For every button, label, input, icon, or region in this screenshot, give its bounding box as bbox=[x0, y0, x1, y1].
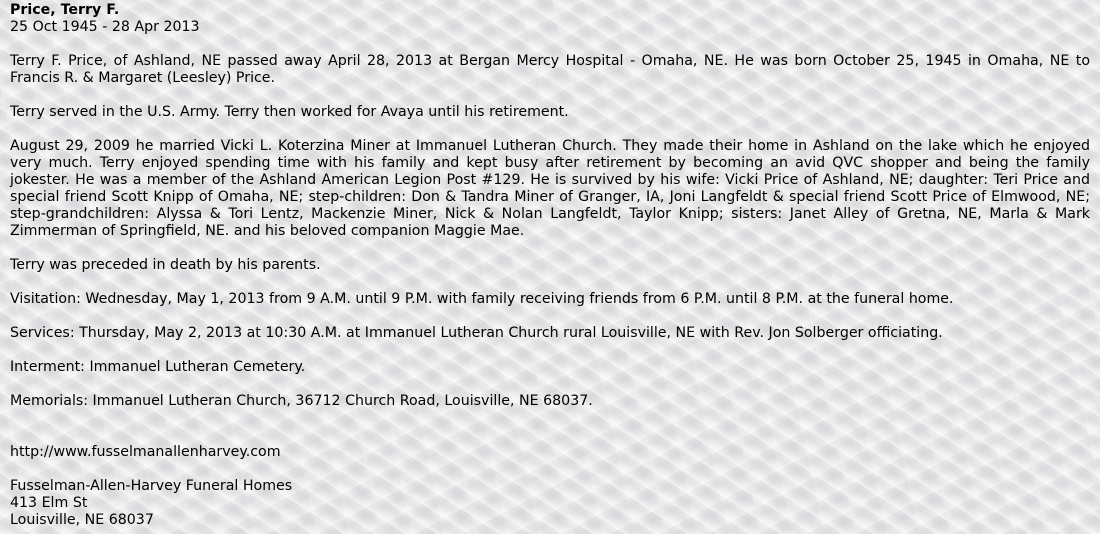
paragraph-death-birth: Terry F. Price, of Ashland, NE passed away April 28, 2013 at Bergan Mercy Hospital - Omaha, NE. He was born October 25, 1945 in Omaha, NE to Francis R. & Margaret (Leesley) Price. bbox=[10, 53, 1090, 86]
paragraph-memorials: Memorials: Immanuel Lutheran Church, 36712 Church Road, Louisville, NE 68037. bbox=[10, 393, 593, 409]
paragraph-marriage-survivors: August 29, 2009 he married Vicki L. Koterzina Miner at Immanuel Lutheran Church. They made their home in Ashland on the lake which he enjoyed very much. Terry enjoyed spending time with his family and kept busy after retirement by becoming an avid QVC shopper and being the family jokester. He was a member of the Ashland American Legion Post #129. He is survived by his wife: Vicki Price of Ashland, NE; daughter: Teri Price and special friend Scott Knipp of Omaha, NE; step-children: Don & Tandra Miner of Granger, IA, Joni Langfeldt & special friend Scott Price of Elmwood, NE; step-grandchildren: Alyssa & Tori Lentz, Mackenzie Miner, Nick & Nolan Langfeldt, Taylor Knipp; sisters: Janet Alley of Gretna, NE, Marla & Mark Zimmerman of Springfield, NE. and his beloved companion Maggie Mae. bbox=[10, 138, 1090, 239]
paragraph-interment: Interment: Immanuel Lutheran Cemetery. bbox=[10, 359, 306, 375]
funeral-home-name: Fusselman-Allen-Harvey Funeral Homes bbox=[10, 478, 293, 494]
funeral-home-website: http://www.fusselmanallenharvey.com bbox=[10, 444, 281, 460]
paragraph-visitation: Visitation: Wednesday, May 1, 2013 from 9 A.M. until 9 P.M. with family receiving friends from 6 P.M. until 8 P.M. at the funeral home. bbox=[10, 291, 954, 307]
paragraph-services: Services: Thursday, May 2, 2013 at 10:30 A.M. at Immanuel Lutheran Church rural Louisville, NE with Rev. Jon Solberger officiating. bbox=[10, 325, 943, 341]
paragraph-preceded: Terry was preceded in death by his parents. bbox=[10, 257, 321, 273]
funeral-home-address bbox=[10, 478, 1090, 529]
spacer bbox=[10, 427, 1090, 444]
funeral-home-city: Louisville, NE 68037 bbox=[10, 512, 154, 528]
paragraph-service-career: Terry served in the U.S. Army. Terry then worked for Avaya until his retirement. bbox=[10, 104, 569, 120]
funeral-home-street: 413 Elm St bbox=[10, 495, 88, 511]
obituary-name: Price, Terry F. bbox=[10, 2, 120, 18]
life-dates: 25 Oct 1945 - 28 Apr 2013 bbox=[10, 19, 200, 35]
obituary bbox=[10, 2, 1090, 529]
